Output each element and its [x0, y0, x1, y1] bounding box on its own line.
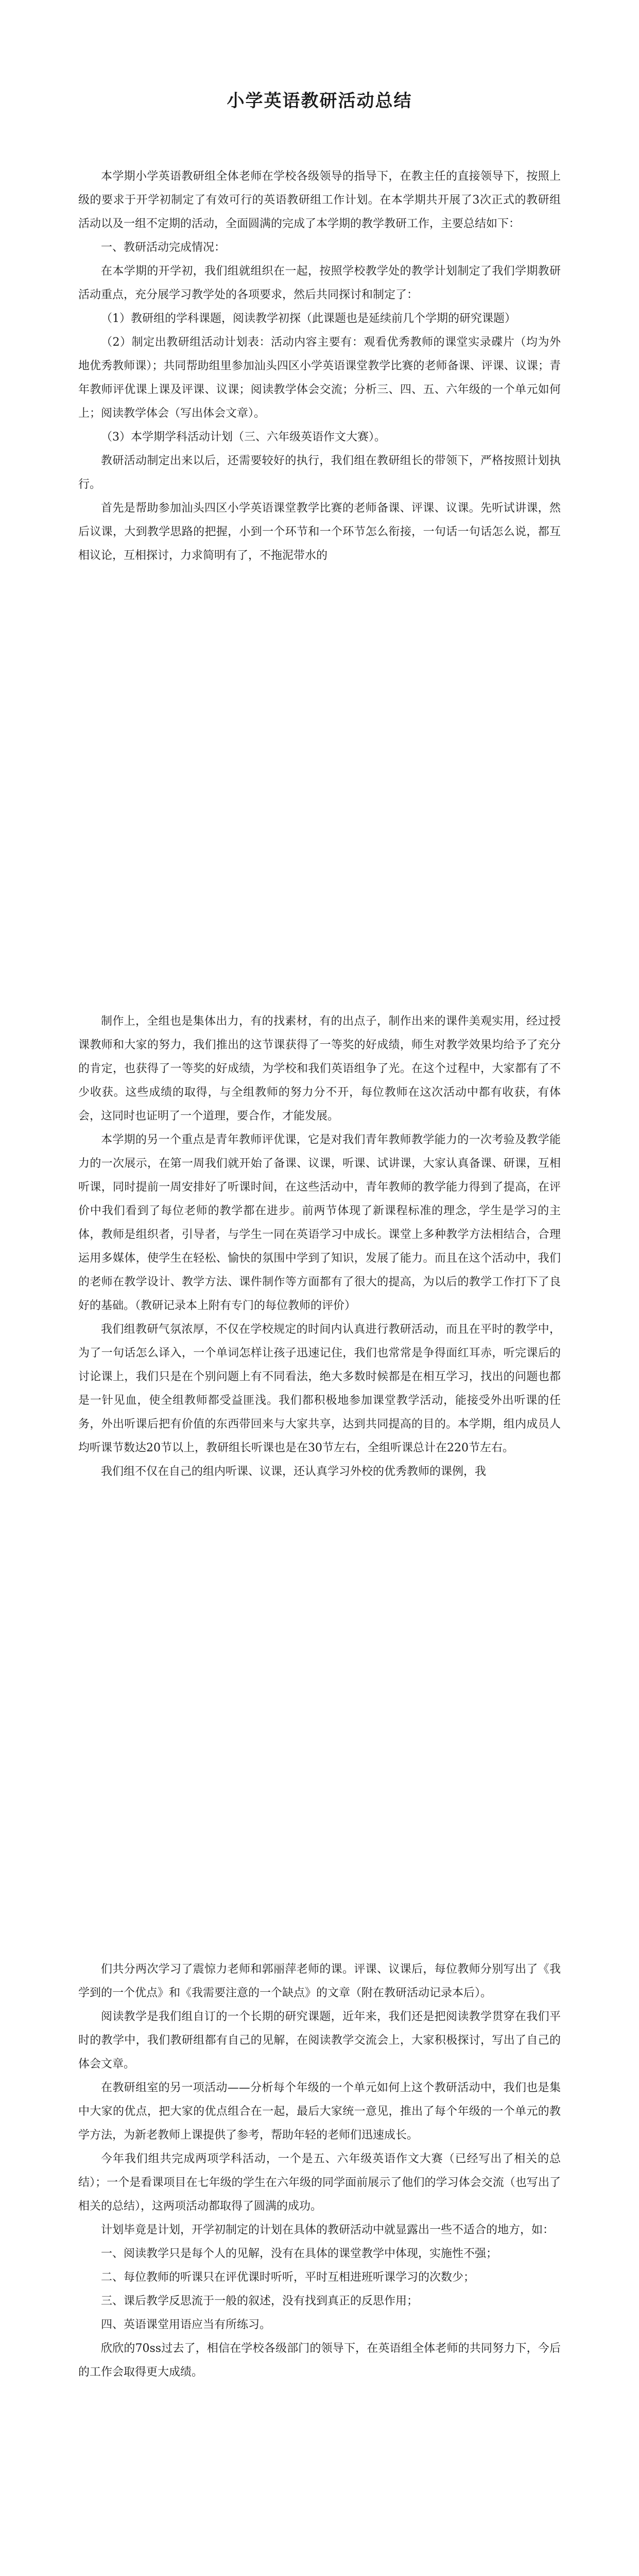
paragraph: 首先是帮助参加汕头四区小学英语课堂教学比赛的老师备课、评课、议课。先听试讲课，然后议课，大到教学思路的把握，小到一个环节和一个环节怎么衔接，一句话一句话怎么说，都互相议论，互相探讨，力求简明有了，不拖泥带水的: [78, 502, 561, 562]
paragraph: 本学期小学英语教研组全体老师在学校各级领导的指导下，在教主任的直接领导下，按照上级的要求于开学初制定了有效可行的英语教研组工作计划。在本学期共开展了3次正式的教研组活动以及一组不定期的活动，全面圆满的完成了本学期的教学教研工作，主要总结如下：: [78, 170, 561, 230]
paragraph: 计划毕竟是计划，开学初制定的计划在具体的教研活动中就显露出一些不适合的地方，如：: [101, 2224, 555, 2236]
paragraph: 欣欣的70ss过去了，相信在学校各级部门的领导下，在英语组全体老师的共同努力下，今后的工作会取得更大成绩。: [78, 2342, 561, 2379]
paragraph: 一、教研活动完成情况：: [101, 241, 226, 254]
paragraph: 四、英语课堂用语应当有所练习。: [101, 2318, 271, 2331]
document-section-2: [78, 1010, 561, 1484]
paragraph: 在教研组室的另一项活动——分析每个年级的一个单元如何上这个教研活动中，我们也是集中大家的优点，把大家的优点组合在一起，最后大家统一意见，推出了每个年级的一个单元的教学方法，为新老教师上课提供了参考，帮助年轻的老师们迅速成长。: [78, 2081, 561, 2142]
paragraph: 我们组教研气氛浓厚，不仅在学校规定的时间内认真进行教研活动，而且在平时的教学中，为了一句话怎么译入，一个单词怎样让孩子迅速记住，我们也常常是争得面红耳赤，听完课后的讨论课上，我们只是在个别问题上有不同看法，绝大多数时候都是在相互学习，找出的问题也都是一针见血，使全组教师都受益匪浅。我们都积极地参加课堂教学活动，能接受外出听课的任务，外出听课后把有价值的东西带回来与大家共享，达到共同提高的目的。本学期，组内成员人均听课节数达20节以上，教研组长听课也是在30节左右，全组听课总计在220节左右。: [78, 1323, 561, 1454]
paragraph: 三、课后教学反思流于一般的叙述，没有找到真正的反思作用；: [101, 2295, 419, 2308]
paragraph: 一、阅读教学只是每个人的见解，没有在具体的课堂教学中体现，实施性不强；: [101, 2247, 498, 2260]
paragraph: （2）制定出教研组活动计划表：活动内容主要有：观看优秀教师的课堂实录碟片（均为外地优秀教师课）；共同帮助组里参加汕头四区小学英语课堂教学比赛的老师备课、评课、议课；青年教师评优课上课及评课、议课；阅读教学体会交流；分析三、四、五、六年级的一个单元如何上；阅读教学体会（写出体会文章）。: [78, 336, 561, 420]
paragraph: 阅读教学是我们组自订的一个长期的研究课题，近年来，我们还是把阅读教学贯穿在我们平时的教学中，我们教研组都有自己的见解，在阅读教学交流会上，大家积极探讨，写出了自己的体会文章。: [78, 2010, 561, 2071]
paragraph: 我们组不仅在自己的组内听课、议课，还认真学习外校的优秀教师的课例，我: [101, 1465, 487, 1478]
paragraph: 教研活动制定出来以后，还需要较好的执行，我们组在教研组长的带领下，严格按照计划执行。: [78, 454, 561, 491]
document-section-3: [78, 1958, 561, 2384]
paragraph: 们共分两次学习了震惊力老师和郭丽萍老师的课。评课、议课后，每位教师分别写出了《我学到的一个优点》和《我需要注意的一个缺点》的文章（附在教研活动记录本后）。: [78, 1963, 561, 1999]
paragraph: （3）本学期学科活动计划（三、六年级英语作文大赛）。: [101, 431, 386, 444]
paragraph: （1）教研组的学科课题，阅读教学初探（此课题也是延续前几个学期的研究课题）: [101, 312, 516, 325]
document-section-1: [78, 165, 561, 568]
paragraph: 二、每位教师的听课只在评优课时听听，平时互相进班听课学习的次数少；: [101, 2271, 475, 2284]
document-title: 小学英语教研活动总结: [227, 91, 412, 111]
paragraph: 制作上，全组也是集体出力，有的找素材，有的出点子，制作出来的课件美观实用，经过授课教师和大家的努力，我们推出的这节课获得了一等奖的好成绩，师生对教学效果均给予了充分的肯定，也获得了一等奖的好成绩，为学校和我们英语组争了光。在这个过程中，大家都有了不少收获。这些成绩的取得，与全组教师的努力分不开，每位教师在这次活动中都有收获，有体会，这同时也证明了一个道理，要合作，才能发展。: [78, 1015, 561, 1123]
paragraph: 今年我们组共完成两项学科活动，一个是五、六年级英语作文大赛（已经写出了相关的总结）；一个是看课项目在七年级的学生在六年级的同学面前展示了他们的学习体会交流（也写出了相关的总结），这两项活动都取得了圆满的成功。: [78, 2153, 561, 2213]
paragraph: 本学期的另一个重点是青年教师评优课，它是对我们青年教师教学能力的一次考验及教学能力的一次展示，在第一周我们就开始了备课、议课，听课、试讲课，大家认真备课、研课，互相听课，同时提前一周安排好了听课时间，在这些活动中，青年教师的教学能力得到了提高，在评价中我们看到了每位老师的教学都在进步。前两节体现了新课程标准的理念，学生是学习的主体，教师是组织者，引导者，与学生一同在英语学习中成长。课堂上多种教学方法相结合，合理运用多媒体，使学生在轻松、愉快的氛围中学到了知识，发展了能力。而且在这个活动中，我们的老师在教学设计、教学方法、课件制作等方面都有了很大的提高，为以后的教学工作打下了良好的基础。（教研记录本上附有专门的每位教师的评价）: [78, 1133, 561, 1312]
paragraph: 在本学期的开学初，我们组就组织在一起，按照学校教学处的教学计划制定了我们学期教研活动重点，充分展学习教学处的各项要求，然后共同探讨和制定了：: [78, 265, 561, 301]
